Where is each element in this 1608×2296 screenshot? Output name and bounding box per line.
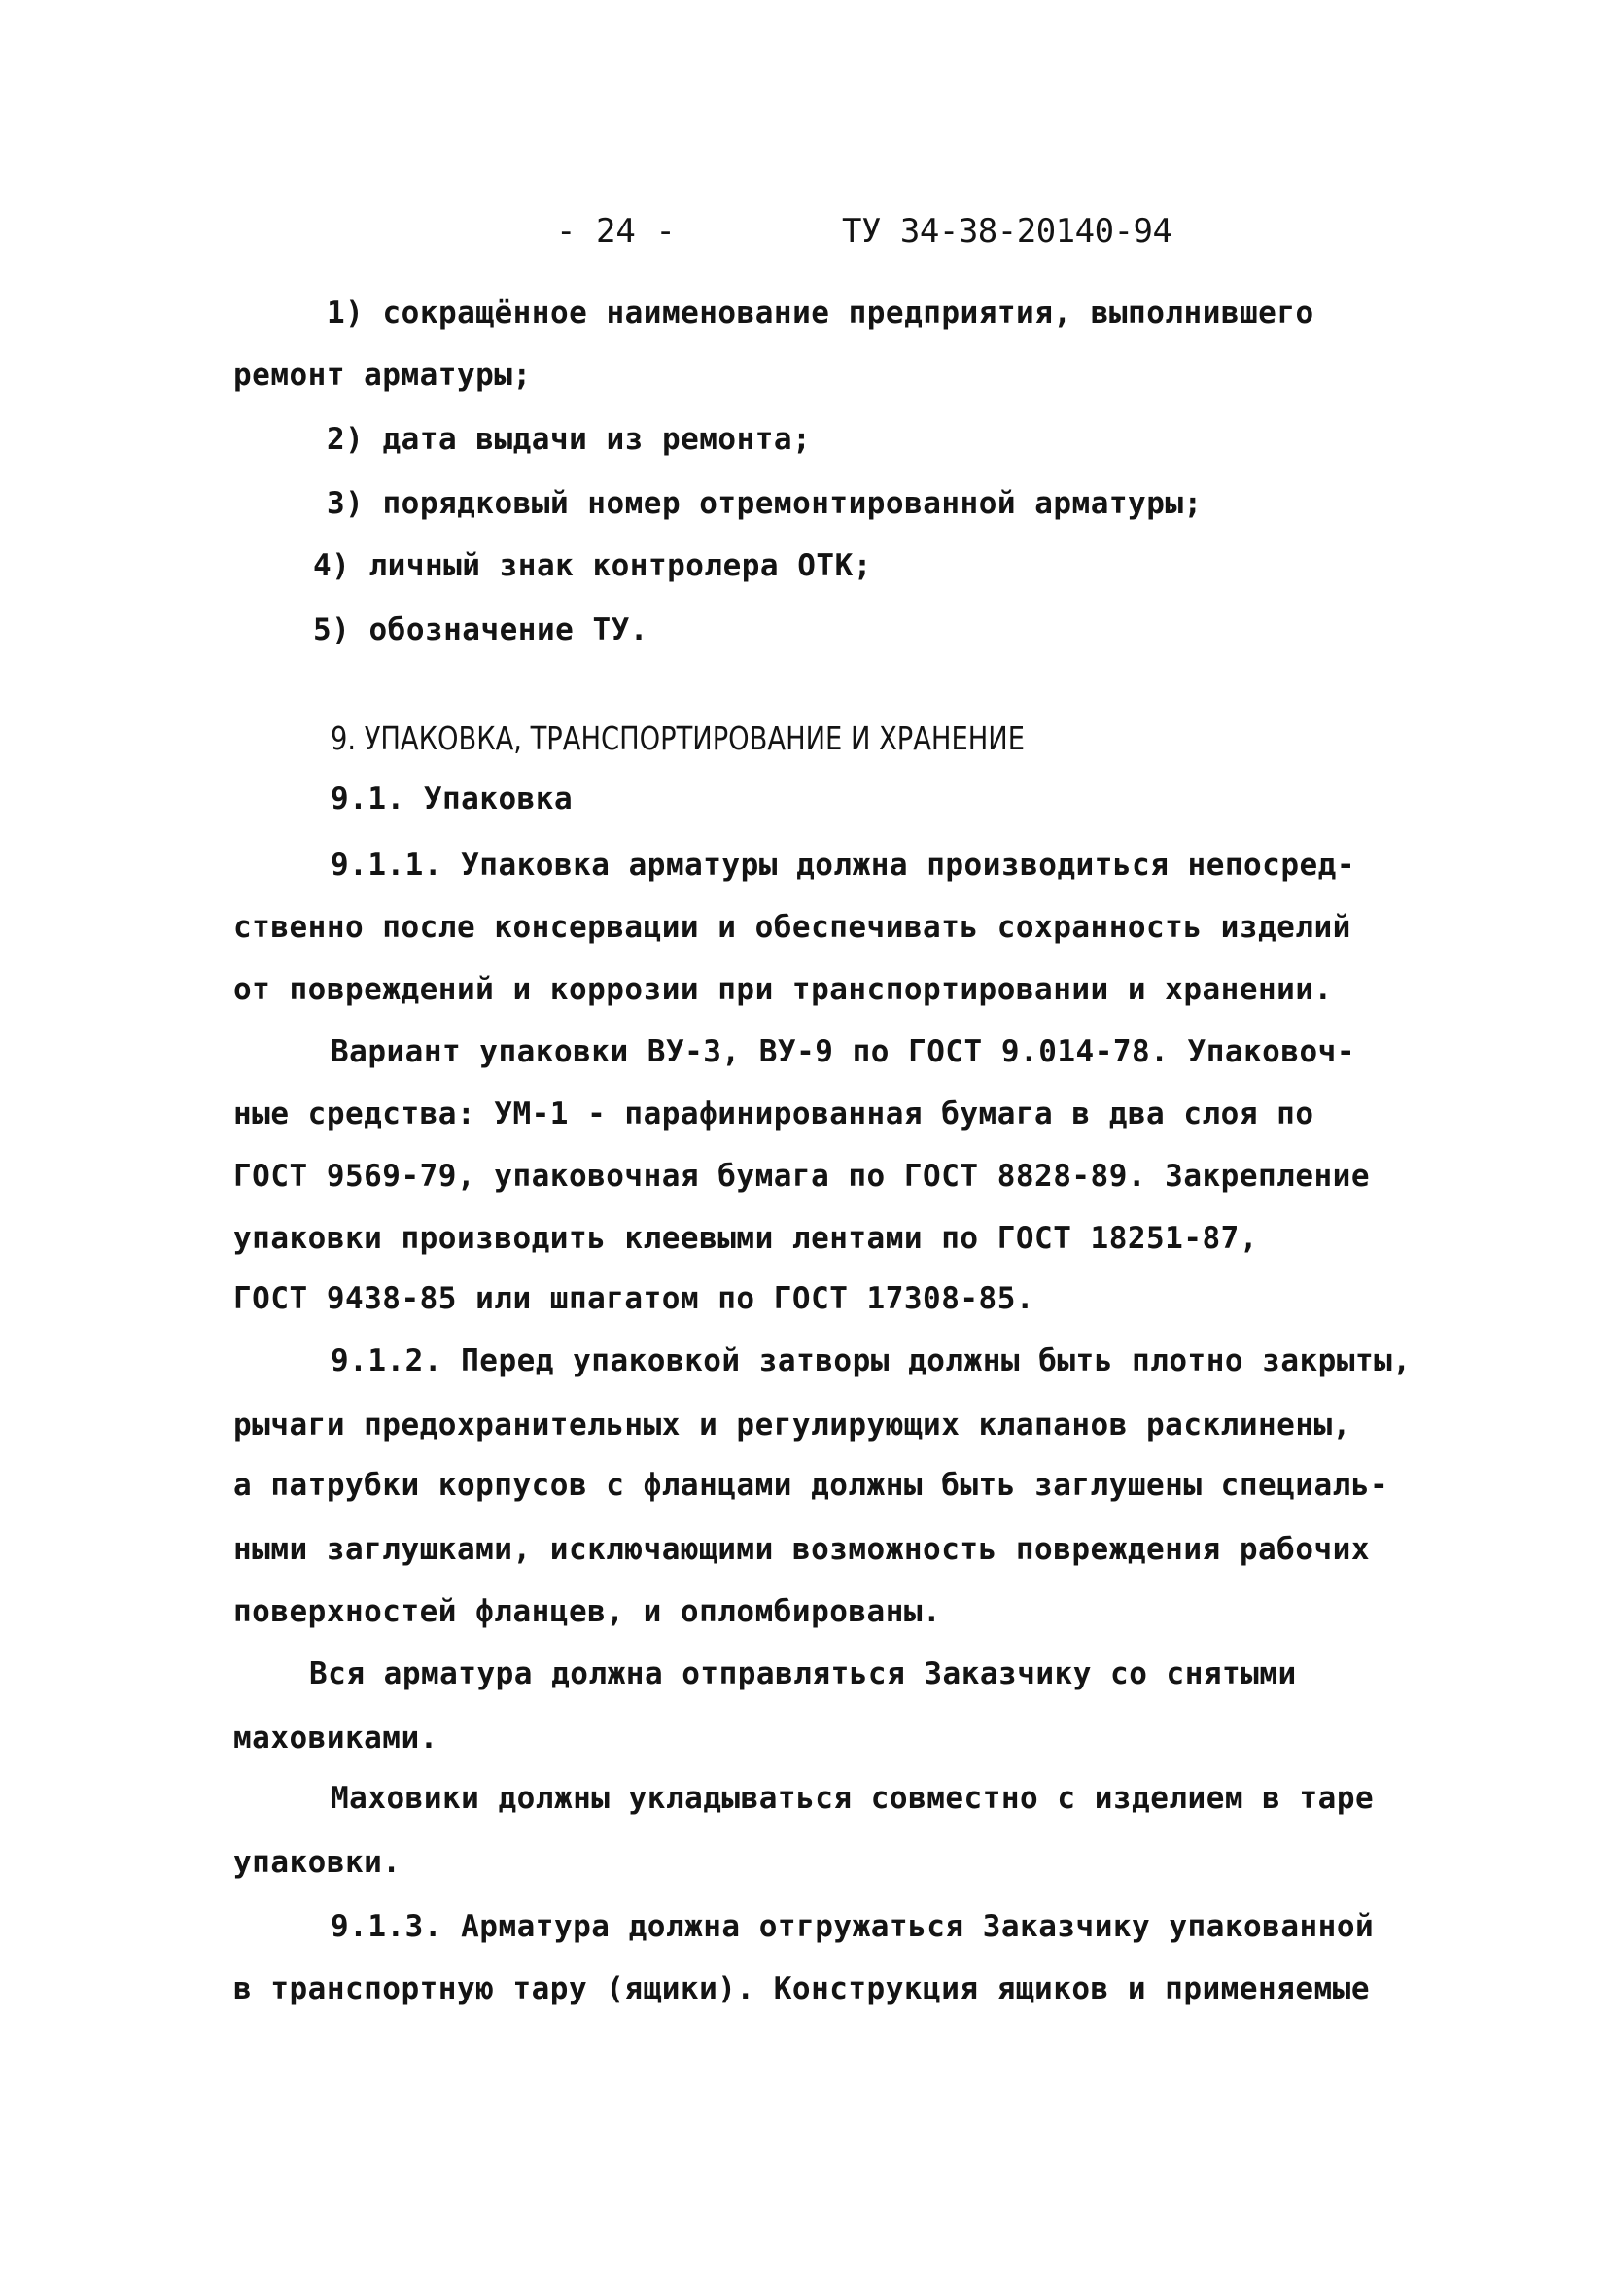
list-item-2: 2) дата выдачи из ремонта;: [327, 422, 812, 457]
paragraph-line: ГОСТ 9569-79, упаковочная бумага по ГОСТ 8828-89. Закрепление: [233, 1159, 1370, 1194]
list-item-1: 1) сокращённое наименование предприятия, выполнившего: [327, 296, 1314, 330]
paragraph-line: маховиками.: [233, 1721, 438, 1756]
list-item-5: 5) обозначение ТУ.: [313, 612, 648, 647]
page-number: - 24 -: [556, 212, 676, 251]
paragraph-line: Вариант упаковки ВУ-3, ВУ-9 по ГОСТ 9.014-78. Упаковоч-: [331, 1034, 1355, 1069]
paragraph-line: а патрубки корпусов с фланцами должны быть заглушены специаль-: [233, 1468, 1389, 1503]
paragraph-line: упаковки производить клеевыми лентами по ГОСТ 18251-87,: [233, 1221, 1258, 1256]
paragraph-line: Вся арматура должна отправляться Заказчику со снятыми: [309, 1656, 1297, 1691]
paragraph-line: поверхностей фланцев, и опломбированы.: [233, 1594, 942, 1629]
paragraph-line: ные средства: УМ-1 - парафинированная бумага в два слоя по: [233, 1096, 1314, 1131]
paragraph-line: от повреждений и коррозии при транспортировании и хранении.: [233, 972, 1333, 1007]
paragraph-line: 9.1.1. Упаковка арматуры должна производиться непосред-: [331, 848, 1355, 883]
paragraph-line: рычаги предохранительных и регулирующих клапанов расклинены,: [233, 1408, 1351, 1443]
list-item-4: 4) личный знак контролера ОТК;: [313, 548, 872, 583]
paragraph-line: 9.1.2. Перед упаковкой затворы должны быть плотно закрыты,: [331, 1343, 1412, 1378]
paragraph-line: упаковки.: [233, 1845, 402, 1880]
subsection-heading: 9.1. Упаковка: [331, 782, 574, 817]
text-line: ремонт арматуры;: [233, 358, 532, 393]
paragraph-line: Маховики должны укладываться совместно с изделием в таре: [331, 1781, 1375, 1816]
paragraph-line: ственно после консервации и обеспечивать сохранность изделий: [233, 910, 1351, 945]
paragraph-line: ГОСТ 9438-85 или шпагатом по ГОСТ 17308-85.: [233, 1281, 1035, 1316]
paragraph-line: в транспортную тару (ящики). Конструкция ящиков и применяемые: [233, 1971, 1370, 2006]
paragraph-line: 9.1.3. Арматура должна отгружаться Заказчику упакованной: [331, 1909, 1375, 1944]
list-item-3: 3) порядковый номер отремонтированной арматуры;: [327, 486, 1203, 521]
paragraph-line: ными заглушками, исключающими возможность повреждения рабочих: [233, 1532, 1370, 1567]
section-heading: 9. УПАКОВКА, ТРАНСПОРТИРОВАНИЕ И ХРАНЕНИЕ: [331, 719, 1025, 757]
document-code: ТУ 34-38-20140-94: [842, 212, 1172, 251]
